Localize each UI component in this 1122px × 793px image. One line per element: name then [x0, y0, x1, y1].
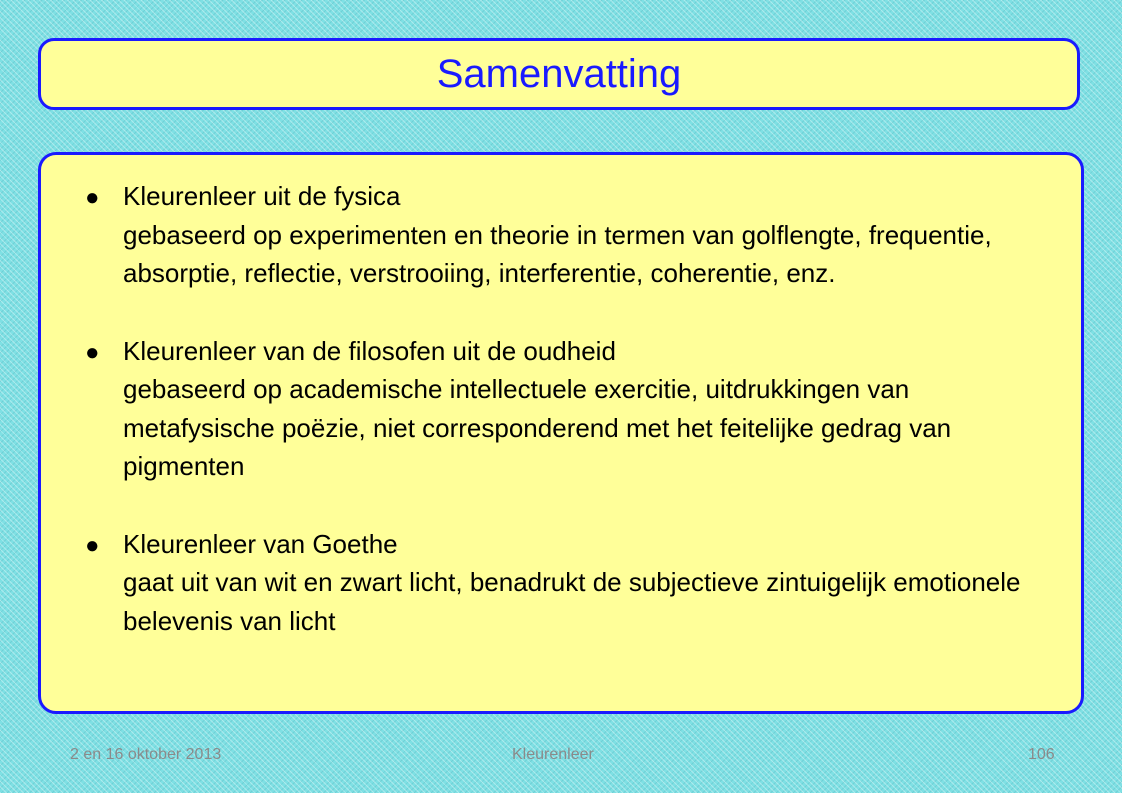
- page-number: 106: [1028, 746, 1055, 763]
- item-heading: Kleurenleer van de filosofen uit de oudheid: [123, 335, 616, 366]
- footer-topic: Kleurenleer: [512, 746, 594, 763]
- footer-date: 2 en 16 oktober 2013: [70, 746, 222, 763]
- list-item: [85, 525, 1063, 641]
- title-box: [38, 38, 1080, 110]
- list-item: [85, 177, 1063, 293]
- bullet-icon: ●: [85, 338, 100, 366]
- item-heading: Kleurenleer uit de fysica: [123, 181, 401, 211]
- slide-title: Samenvatting: [436, 52, 682, 96]
- bullet-icon: ●: [85, 531, 100, 559]
- bullet-list: [85, 177, 1063, 679]
- item-body: gebaseerd op experimenten en theorie in termen van golflengte, frequentie, absorptie, reflectie, verstrooiing, interferentie, coherentie, enz.: [123, 219, 992, 288]
- content-box: [38, 152, 1084, 714]
- list-item: [85, 332, 1063, 486]
- item-heading: Kleurenleer van Goethe: [123, 528, 398, 559]
- bullet-icon: ●: [85, 184, 100, 211]
- item-body: gaat uit van wit en zwart licht, benadrukt de subjectieve zintuigelijk emotionele belevenis van licht: [123, 567, 1021, 636]
- item-body: gebaseerd op academische intellectuele exercitie, uitdrukkingen van metafysische poëzie, niet corresponderend met het feitelijke gedrag van pigmenten: [123, 374, 952, 481]
